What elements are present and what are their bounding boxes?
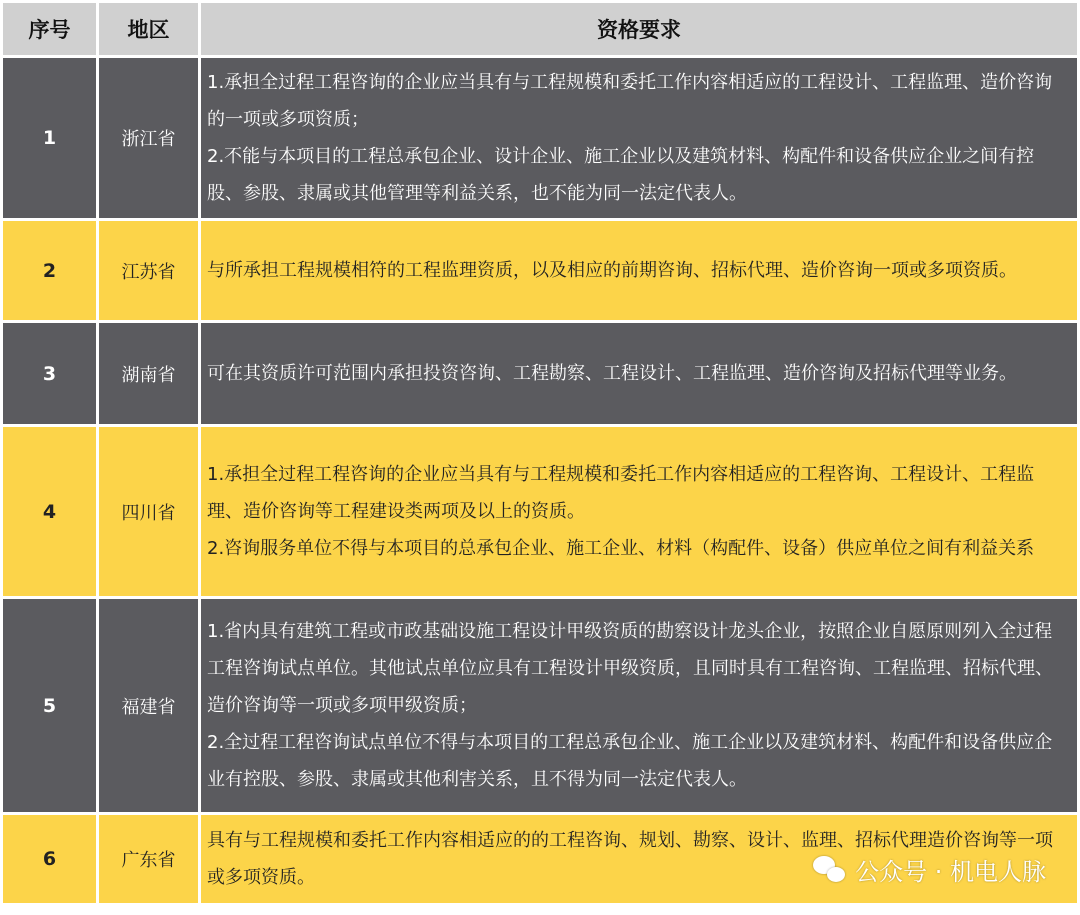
row-number: 6 — [3, 815, 96, 903]
requirement-line: 2.不能与本项目的工程总承包企业、设计企业、施工企业以及建筑材料、构配件和设备供应企业之间有控股、参股、隶属或其他管理等利益关系，也不能为同一法定代表人。 — [207, 146, 1035, 204]
row-requirement — [201, 427, 1077, 596]
requirement-line: 1.承担全过程工程咨询的企业应当具有与工程规模和委托工作内容相适应的工程咨询、工程设计、工程监理、造价咨询等工程建设类两项及以上的资质。 — [207, 464, 1035, 522]
requirement-line: 与所承担工程规模相符的工程监理资质，以及相应的前期咨询、招标代理、造价咨询一项或多项资质。 — [207, 260, 1017, 281]
row-requirement — [201, 221, 1077, 320]
requirement-line: 2.咨询服务单位不得与本项目的总承包企业、施工企业、材料（构配件、设备）供应单位之间有利益关系 — [207, 538, 1035, 559]
row-number: 5 — [3, 599, 96, 812]
row-region: 湖南省 — [99, 323, 198, 424]
row-requirement — [201, 323, 1077, 424]
table-header-row — [3, 3, 1077, 55]
row-region: 四川省 — [99, 427, 198, 596]
row-region: 浙江省 — [99, 58, 198, 218]
table-row — [3, 427, 1077, 596]
row-number: 2 — [3, 221, 96, 320]
watermark-text: 公众号 · 机电人脉 — [855, 858, 1046, 886]
requirement-line: 1.省内具有建筑工程或市政基础设施工程设计甲级资质的勘察设计龙头企业，按照企业自愿原则列入全过程工程咨询试点单位。其他试点单位应具有工程设计甲级资质，且同时具有工程咨询、工程监理、招标代理、造价咨询等一项或多项甲级资质； — [207, 621, 1053, 716]
header-number: 序号 — [3, 3, 96, 55]
table-row — [3, 58, 1077, 218]
table-row — [3, 323, 1077, 424]
header-region: 地区 — [99, 3, 198, 55]
table-row — [3, 599, 1077, 812]
requirement-line: 1.承担全过程工程咨询的企业应当具有与工程规模和委托工作内容相适应的工程设计、工程监理、造价咨询的一项或多项资质； — [207, 72, 1053, 130]
row-number: 3 — [3, 323, 96, 424]
requirement-line: 2.全过程工程咨询试点单位不得与本项目的工程总承包企业、施工企业以及建筑材料、构配件和设备供应企业有控股、参股、隶属或其他利害关系，且不得为同一法定代表人。 — [207, 732, 1053, 790]
row-region: 江苏省 — [99, 221, 198, 320]
requirement-line: 具有与工程规模和委托工作内容相适应的的工程咨询、规划、勘察、设计、监理、招标代理造价咨询等一项或多项资质。 — [207, 830, 1053, 888]
row-requirement — [201, 599, 1077, 812]
header-requirement: 资格要求 — [201, 3, 1077, 55]
row-requirement — [201, 58, 1077, 218]
row-number: 1 — [3, 58, 96, 218]
row-region: 福建省 — [99, 599, 198, 812]
wechat-icon — [813, 856, 847, 884]
watermark — [813, 852, 1046, 887]
table-row — [3, 221, 1077, 320]
requirement-line: 可在其资质许可范围内承担投资咨询、工程勘察、工程设计、工程监理、造价咨询及招标代理等业务。 — [207, 363, 1017, 384]
row-number: 4 — [3, 427, 96, 596]
row-region: 广东省 — [99, 815, 198, 903]
